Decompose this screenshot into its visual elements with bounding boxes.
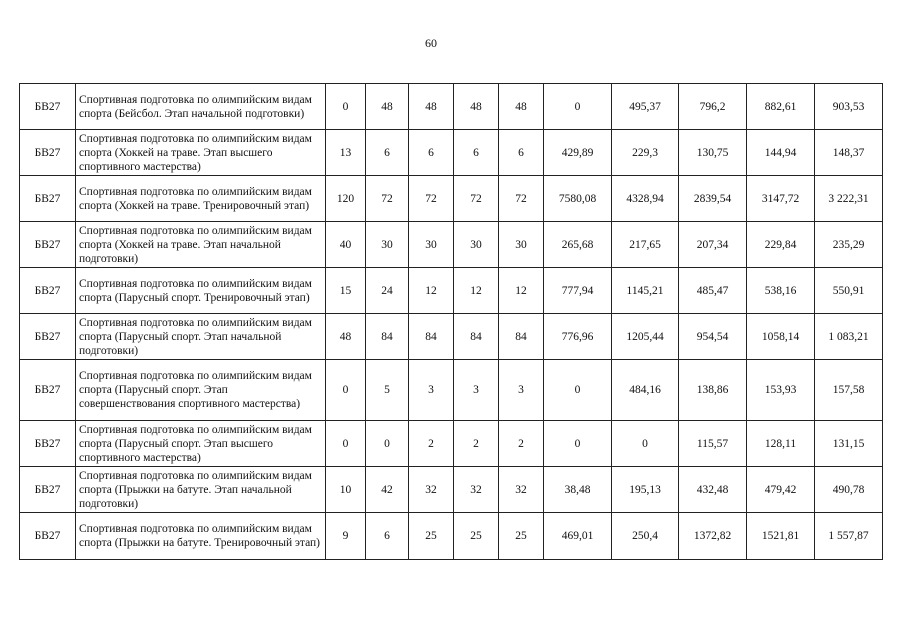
value-cell-6: 776,96 xyxy=(544,314,612,360)
value-cell-9: 144,94 xyxy=(747,130,815,176)
value-cell-3: 72 xyxy=(409,176,454,222)
value-cell-3: 12 xyxy=(409,268,454,314)
value-cell-2: 30 xyxy=(366,222,409,268)
value-cell-9: 153,93 xyxy=(747,360,815,421)
table-row xyxy=(20,176,883,222)
value-cell-7: 0 xyxy=(612,421,679,467)
value-cell-1: 10 xyxy=(326,467,366,513)
value-cell-6: 38,48 xyxy=(544,467,612,513)
value-cell-3: 3 xyxy=(409,360,454,421)
value-cell-7: 1205,44 xyxy=(612,314,679,360)
value-cell-9: 128,11 xyxy=(747,421,815,467)
table-row xyxy=(20,360,883,421)
value-cell-8: 130,75 xyxy=(679,130,747,176)
value-cell-2: 6 xyxy=(366,513,409,560)
value-cell-6: 7580,08 xyxy=(544,176,612,222)
value-cell-4: 6 xyxy=(454,130,499,176)
value-cell-5: 84 xyxy=(499,314,544,360)
row-code-cell: БВ27 xyxy=(20,360,76,421)
row-description-cell: Спортивная подготовка по олимпийским видам спорта (Парусный спорт. Этап совершенствования спортивного мастерства) xyxy=(76,360,326,421)
value-cell-5: 2 xyxy=(499,421,544,467)
value-cell-2: 42 xyxy=(366,467,409,513)
value-cell-6: 777,94 xyxy=(544,268,612,314)
value-cell-8: 138,86 xyxy=(679,360,747,421)
value-cell-5: 32 xyxy=(499,467,544,513)
row-description-cell: Спортивная подготовка по олимпийским видам спорта (Прыжки на батуте. Этап начальной подготовки) xyxy=(76,467,326,513)
value-cell-10: 550,91 xyxy=(815,268,883,314)
value-cell-2: 5 xyxy=(366,360,409,421)
page-number: 60 xyxy=(425,36,437,50)
value-cell-7: 1145,21 xyxy=(612,268,679,314)
value-cell-4: 32 xyxy=(454,467,499,513)
data-table xyxy=(19,83,883,560)
value-cell-5: 6 xyxy=(499,130,544,176)
value-cell-4: 12 xyxy=(454,268,499,314)
value-cell-8: 796,2 xyxy=(679,84,747,130)
value-cell-8: 2839,54 xyxy=(679,176,747,222)
value-cell-6: 469,01 xyxy=(544,513,612,560)
value-cell-1: 48 xyxy=(326,314,366,360)
value-cell-3: 32 xyxy=(409,467,454,513)
value-cell-4: 3 xyxy=(454,360,499,421)
value-cell-9: 229,84 xyxy=(747,222,815,268)
value-cell-4: 25 xyxy=(454,513,499,560)
value-cell-1: 120 xyxy=(326,176,366,222)
row-code-cell: БВ27 xyxy=(20,314,76,360)
value-cell-7: 484,16 xyxy=(612,360,679,421)
table-row xyxy=(20,314,883,360)
value-cell-5: 12 xyxy=(499,268,544,314)
value-cell-3: 30 xyxy=(409,222,454,268)
value-cell-9: 1058,14 xyxy=(747,314,815,360)
table-row xyxy=(20,222,883,268)
row-code-cell: БВ27 xyxy=(20,268,76,314)
value-cell-9: 3147,72 xyxy=(747,176,815,222)
table-row xyxy=(20,268,883,314)
value-cell-10: 148,37 xyxy=(815,130,883,176)
value-cell-10: 1 557,87 xyxy=(815,513,883,560)
value-cell-5: 25 xyxy=(499,513,544,560)
value-cell-8: 1372,82 xyxy=(679,513,747,560)
value-cell-4: 48 xyxy=(454,84,499,130)
value-cell-10: 235,29 xyxy=(815,222,883,268)
value-cell-10: 1 083,21 xyxy=(815,314,883,360)
value-cell-3: 25 xyxy=(409,513,454,560)
value-cell-2: 72 xyxy=(366,176,409,222)
row-code-cell: БВ27 xyxy=(20,222,76,268)
value-cell-10: 157,58 xyxy=(815,360,883,421)
value-cell-5: 72 xyxy=(499,176,544,222)
value-cell-3: 2 xyxy=(409,421,454,467)
row-code-cell: БВ27 xyxy=(20,421,76,467)
value-cell-6: 0 xyxy=(544,360,612,421)
value-cell-10: 490,78 xyxy=(815,467,883,513)
value-cell-10: 131,15 xyxy=(815,421,883,467)
value-cell-7: 217,65 xyxy=(612,222,679,268)
value-cell-10: 903,53 xyxy=(815,84,883,130)
value-cell-10: 3 222,31 xyxy=(815,176,883,222)
value-cell-8: 432,48 xyxy=(679,467,747,513)
value-cell-1: 0 xyxy=(326,360,366,421)
value-cell-3: 6 xyxy=(409,130,454,176)
table-row xyxy=(20,513,883,560)
value-cell-2: 24 xyxy=(366,268,409,314)
row-code-cell: БВ27 xyxy=(20,513,76,560)
value-cell-2: 6 xyxy=(366,130,409,176)
value-cell-9: 1521,81 xyxy=(747,513,815,560)
value-cell-1: 15 xyxy=(326,268,366,314)
value-cell-7: 4328,94 xyxy=(612,176,679,222)
value-cell-6: 0 xyxy=(544,421,612,467)
value-cell-4: 84 xyxy=(454,314,499,360)
value-cell-3: 84 xyxy=(409,314,454,360)
value-cell-4: 72 xyxy=(454,176,499,222)
value-cell-5: 3 xyxy=(499,360,544,421)
value-cell-1: 13 xyxy=(326,130,366,176)
value-cell-7: 229,3 xyxy=(612,130,679,176)
row-description-cell: Спортивная подготовка по олимпийским видам спорта (Прыжки на батуте. Тренировочный этап) xyxy=(76,513,326,560)
table-row xyxy=(20,130,883,176)
value-cell-8: 207,34 xyxy=(679,222,747,268)
value-cell-5: 48 xyxy=(499,84,544,130)
value-cell-8: 115,57 xyxy=(679,421,747,467)
value-cell-4: 30 xyxy=(454,222,499,268)
value-cell-7: 250,4 xyxy=(612,513,679,560)
value-cell-9: 538,16 xyxy=(747,268,815,314)
value-cell-9: 882,61 xyxy=(747,84,815,130)
value-cell-1: 0 xyxy=(326,84,366,130)
row-code-cell: БВ27 xyxy=(20,176,76,222)
row-code-cell: БВ27 xyxy=(20,84,76,130)
value-cell-8: 485,47 xyxy=(679,268,747,314)
table-row xyxy=(20,84,883,130)
value-cell-2: 84 xyxy=(366,314,409,360)
value-cell-4: 2 xyxy=(454,421,499,467)
row-description-cell: Спортивная подготовка по олимпийским видам спорта (Хоккей на траве. Этап начальной подготовки) xyxy=(76,222,326,268)
value-cell-7: 495,37 xyxy=(612,84,679,130)
value-cell-8: 954,54 xyxy=(679,314,747,360)
row-description-cell: Спортивная подготовка по олимпийским видам спорта (Парусный спорт. Этап высшего спортивного мастерства) xyxy=(76,421,326,467)
row-description-cell: Спортивная подготовка по олимпийским видам спорта (Хоккей на траве. Этап высшего спортивного мастерства) xyxy=(76,130,326,176)
row-description-cell: Спортивная подготовка по олимпийским видам спорта (Бейсбол. Этап начальной подготовки) xyxy=(76,84,326,130)
value-cell-5: 30 xyxy=(499,222,544,268)
value-cell-7: 195,13 xyxy=(612,467,679,513)
value-cell-6: 429,89 xyxy=(544,130,612,176)
row-description-cell: Спортивная подготовка по олимпийским видам спорта (Хоккей на траве. Тренировочный этап) xyxy=(76,176,326,222)
value-cell-1: 9 xyxy=(326,513,366,560)
value-cell-1: 40 xyxy=(326,222,366,268)
row-code-cell: БВ27 xyxy=(20,130,76,176)
value-cell-1: 0 xyxy=(326,421,366,467)
value-cell-3: 48 xyxy=(409,84,454,130)
row-description-cell: Спортивная подготовка по олимпийским видам спорта (Парусный спорт. Тренировочный этап) xyxy=(76,268,326,314)
value-cell-6: 265,68 xyxy=(544,222,612,268)
row-description-cell: Спортивная подготовка по олимпийским видам спорта (Парусный спорт. Этап начальной подготовки) xyxy=(76,314,326,360)
value-cell-2: 0 xyxy=(366,421,409,467)
table-row xyxy=(20,467,883,513)
value-cell-6: 0 xyxy=(544,84,612,130)
row-code-cell: БВ27 xyxy=(20,467,76,513)
value-cell-2: 48 xyxy=(366,84,409,130)
table-row xyxy=(20,421,883,467)
value-cell-9: 479,42 xyxy=(747,467,815,513)
